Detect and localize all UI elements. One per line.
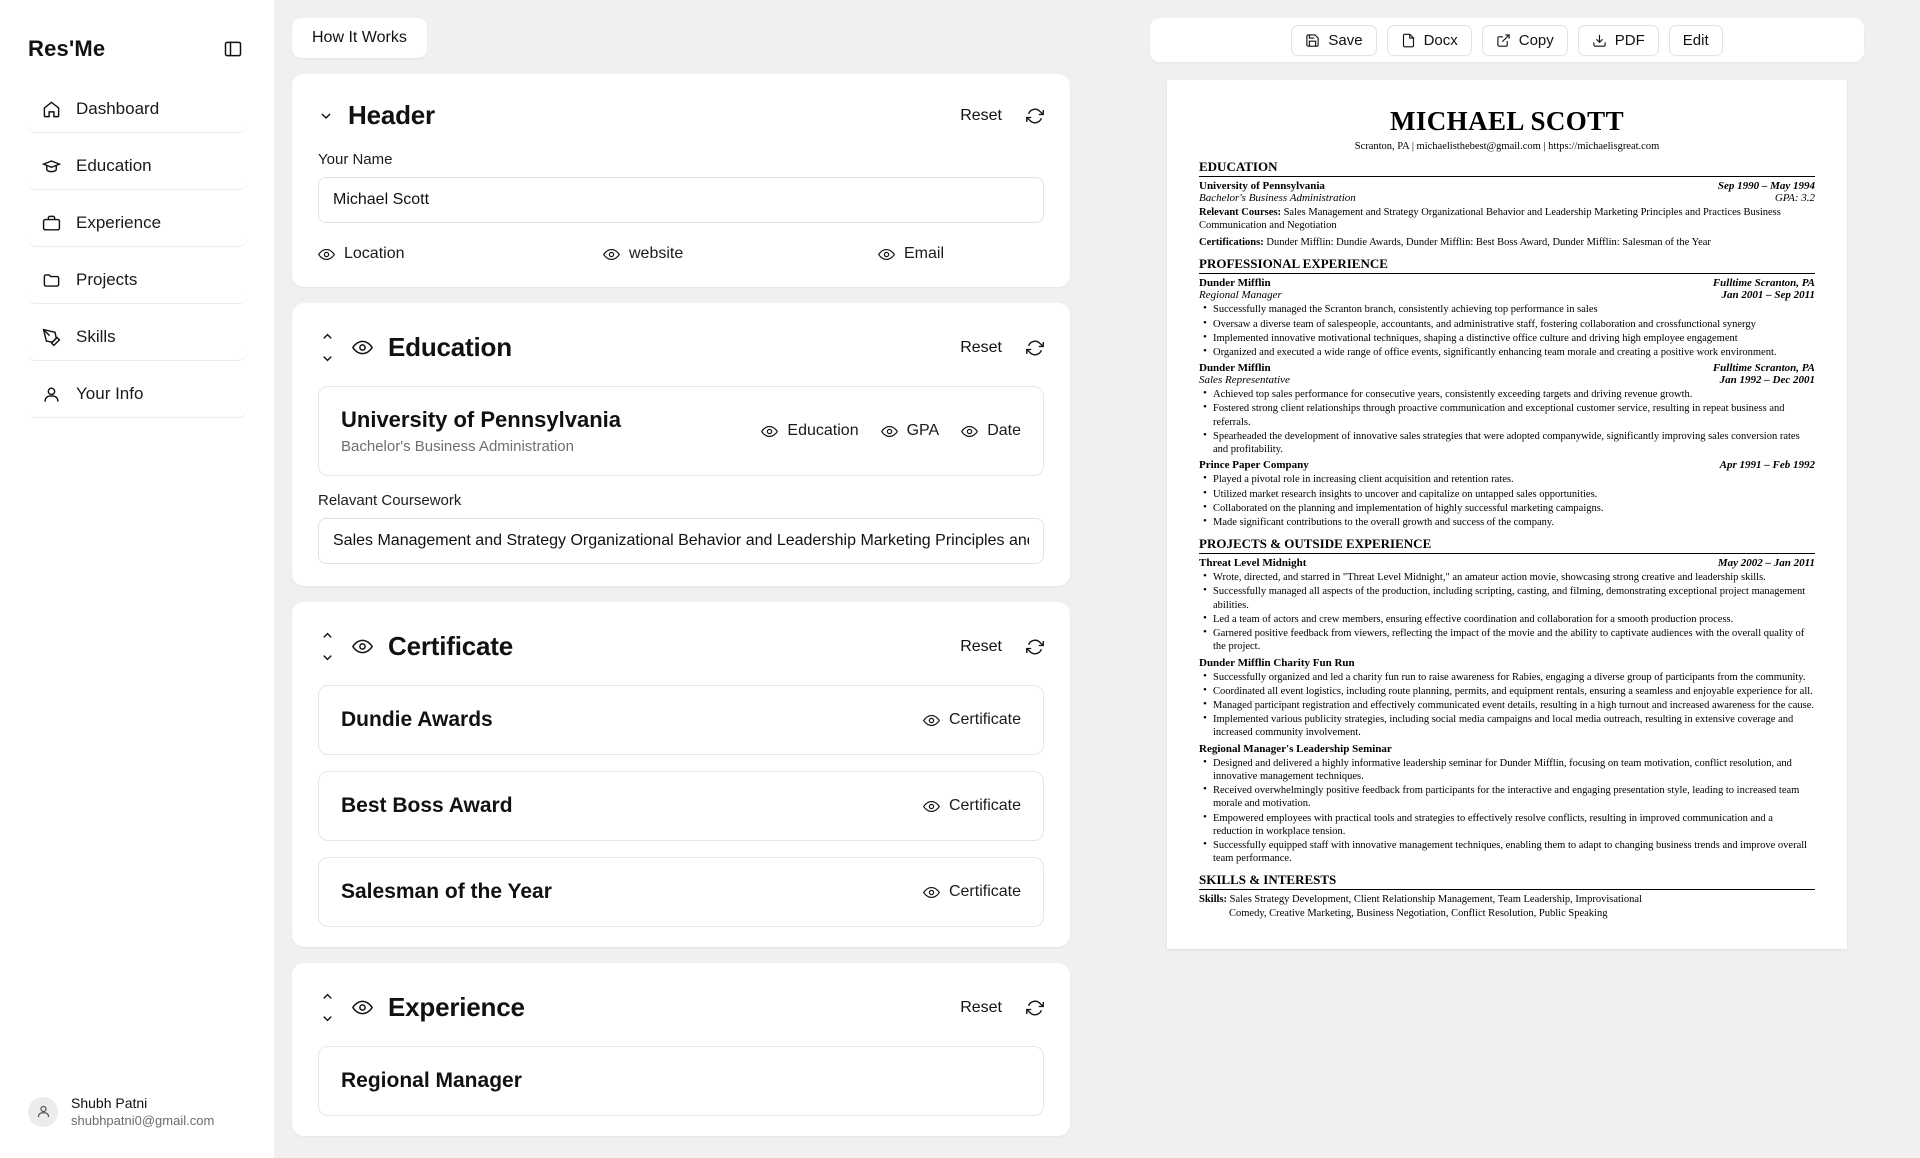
toggle-label: Education (787, 422, 859, 439)
how-it-works-button[interactable]: How It Works (292, 18, 427, 58)
editor-panel (274, 0, 1094, 1158)
experience-item (1199, 459, 1815, 529)
experience-org: Prince Paper Company (1199, 459, 1309, 472)
experience-location: Fulltime Scranton, PA (1712, 362, 1815, 375)
visibility-eye-icon[interactable] (350, 336, 374, 360)
certificate-entry[interactable] (318, 685, 1044, 755)
experience-role: Regional Manager (1199, 289, 1282, 302)
toggle-website[interactable] (603, 245, 878, 263)
copy-button[interactable] (1482, 25, 1568, 56)
bullet: • Collaborated on the planning and implementation of highly successful marketing campaigns. (1199, 502, 1815, 515)
resume-document (1167, 80, 1847, 949)
section-header-row (292, 963, 1070, 1046)
education-entry[interactable] (318, 386, 1044, 476)
bullet: • Made significant contributions to the overall growth and success of the company. (1199, 516, 1815, 529)
certificate-entry[interactable] (318, 771, 1044, 841)
sidebar-item-label: Projects (76, 270, 138, 289)
refresh-icon[interactable] (1026, 999, 1044, 1017)
save-icon (1305, 33, 1320, 48)
section-card-certificate (292, 602, 1070, 947)
toggle-label: Date (987, 422, 1021, 439)
reset-button[interactable]: Reset (960, 338, 1002, 356)
visibility-eye-icon[interactable] (350, 996, 374, 1020)
reset-button[interactable]: Reset (960, 998, 1002, 1016)
resume-contact: Scranton, PA | michaelisthebest@gmail.com | https://michaelisgreat.com (1354, 141, 1660, 152)
experience-dates: Jan 1992 – Dec 2001 (1719, 374, 1815, 387)
experience-role: Regional Manager (341, 1069, 522, 1092)
education-degree: Bachelor's Business Administration (1199, 192, 1356, 204)
chevron-down-icon[interactable] (318, 108, 334, 124)
section-title: Header (348, 100, 435, 130)
button-label: Save (1328, 31, 1363, 49)
resume-section-heading-projects: PROJECTS & OUTSIDE EXPERIENCE (1199, 536, 1815, 554)
skills-line-1: Sales Strategy Development, Client Relationship Management, Team Leadership, Improvisational (1227, 894, 1642, 906)
bullet: • Managed participant registration and effectively communicated event details, resulting in a high turnout and increased awareness for the cause. (1199, 699, 1815, 712)
sidebar-item-label: Skills (76, 327, 116, 346)
sidebar-item-experience[interactable] (26, 200, 248, 247)
education-certifications (1199, 236, 1815, 249)
bullet: • Received overwhelmingly positive feedback from participants for the interactive and engaging presentation style, leading to increased team morale and motivation. (1199, 784, 1815, 810)
pdf-button[interactable] (1578, 25, 1659, 56)
download-icon (1592, 33, 1607, 48)
bullet: • Empowered employees with practical tools and strategies to effectively resolve conflicts, resulting in improved communication and a reduction in workplace tension. (1199, 812, 1815, 838)
chevron-up-icon[interactable] (320, 329, 335, 344)
user-name: Shubh Patni (71, 1094, 148, 1111)
save-button[interactable] (1291, 25, 1376, 56)
section-header-row (292, 303, 1070, 386)
education-school: University of Pennsylvania (341, 407, 621, 432)
experience-org: Dunder Mifflin (1199, 277, 1271, 290)
project-bullets (1199, 671, 1815, 740)
sidebar-header (0, 0, 274, 82)
toggle-certificate[interactable] (923, 711, 1021, 729)
experience-entry[interactable] (318, 1046, 1044, 1116)
education-row-2 (1199, 192, 1815, 204)
experience-org: Dunder Mifflin (1199, 362, 1271, 375)
toggle-email[interactable] (878, 245, 944, 263)
toggle-education[interactable] (761, 422, 858, 440)
bullet: • Implemented various publicity strategies, including social media campaigns and local media outreach, resulting in extensive coverage and increased community involvement. (1199, 713, 1815, 739)
education-row (1199, 180, 1815, 192)
toggle-gpa[interactable] (881, 422, 940, 440)
reset-button[interactable]: Reset (960, 106, 1002, 124)
sidebar-item-label: Experience (76, 213, 162, 232)
certificate-entry[interactable] (318, 857, 1044, 927)
docx-button[interactable] (1387, 25, 1472, 56)
sidebar-nav (0, 82, 274, 418)
refresh-icon[interactable] (1026, 339, 1044, 357)
reorder-controls (318, 628, 336, 665)
section-title: Experience (388, 992, 525, 1022)
sidebar-item-skills[interactable] (26, 314, 248, 361)
chevron-up-icon[interactable] (320, 628, 335, 643)
experience-bullets (1199, 303, 1815, 359)
section-title: Education (388, 332, 512, 362)
bullet: • Organized and executed a wide range of office events, significantly enhancing team morale and creating a positive work environment. (1199, 346, 1815, 359)
reorder-controls (318, 989, 336, 1026)
folder-icon (40, 269, 62, 291)
chevron-down-icon[interactable] (320, 650, 335, 665)
panel-toggle-icon[interactable] (220, 36, 246, 62)
coursework-field-block (292, 492, 1070, 582)
sidebar-item-dashboard[interactable] (26, 86, 248, 133)
sidebar-item-education[interactable] (26, 143, 248, 190)
refresh-icon[interactable] (1026, 638, 1044, 656)
coursework-label: Relavant Coursework (318, 492, 462, 509)
experience-dates: Jan 2001 – Sep 2011 (1721, 289, 1815, 302)
bullet: • Utilized market research insights to uncover and capitalize on untapped sales opportunities. (1199, 488, 1815, 501)
sidebar (0, 0, 274, 1158)
button-label: Copy (1518, 31, 1554, 49)
section-card-education (292, 303, 1070, 586)
project-item (1199, 743, 1815, 866)
bullet: • Implemented innovative motivational techniques, shaping a distinctive office culture and driving high employee engagement (1199, 332, 1815, 345)
toggle-label: Certificate (948, 711, 1021, 728)
reset-button[interactable]: Reset (960, 637, 1002, 655)
certs-label: Certifications: (1199, 237, 1264, 249)
courses-label: Relevant Courses: (1199, 207, 1281, 218)
bullet: • Successfully equipped staff with innovative management techniques, enabling them to adapt to changing business trends and improve overall team performance. (1199, 839, 1815, 865)
toggle-date[interactable] (961, 422, 1021, 440)
experience-role: Sales Representative (1199, 374, 1290, 387)
section-card-header (292, 74, 1070, 287)
name-input[interactable] (318, 177, 1044, 223)
graduation-cap-icon (40, 155, 62, 177)
visibility-eye-icon[interactable] (350, 635, 374, 659)
chevron-up-icon[interactable] (320, 989, 335, 1004)
education-degree: Bachelor's Business Administration (341, 438, 574, 455)
bullet: • Successfully managed the Scranton branch, consistently achieving top performance in sales (1199, 303, 1815, 316)
project-dates: May 2002 – Jan 2011 (1717, 557, 1815, 570)
header-toggle-row (292, 241, 1070, 283)
sidebar-item-label: Education (76, 156, 152, 175)
external-link-icon (1496, 33, 1511, 48)
sidebar-item-label: Dashboard (76, 99, 160, 118)
bullet: • Designed and delivered a highly informative leadership seminar for Dunder Mifflin, focusing on team motivation, conflict resolution, and innovative management techniques. (1199, 757, 1815, 783)
education-courses (1199, 206, 1815, 232)
button-label: Edit (1682, 31, 1709, 49)
experience-location: Fulltime Scranton, PA (1712, 277, 1815, 290)
sidebar-item-your-info[interactable] (26, 371, 248, 418)
bullet: • Spearheaded the development of innovative sales strategies that were adopted companywide, significantly improving sales conversion rates and profitability. (1199, 430, 1815, 456)
certificate-name: Dundie Awards (341, 708, 493, 731)
project-item (1199, 657, 1815, 740)
bullet: • Successfully managed all aspects of the production, including scripting, casting, and filming, demonstrating exceptional project management abilities. (1199, 585, 1815, 611)
app-brand: Res'Me (28, 36, 106, 61)
toggle-certificate[interactable] (923, 883, 1021, 901)
toggle-label: Location (344, 245, 405, 262)
user-icon (40, 383, 62, 405)
coursework-input[interactable] (318, 518, 1044, 564)
certs-value: Dunder Mifflin: Dundie Awards, Dunder Mifflin: Best Boss Award, Dunder Mifflin: Salesman of the Year (1263, 237, 1711, 249)
bullet: • Led a team of actors and crew members, ensuring effective coordination and collaboration for a smooth production process. (1199, 613, 1815, 626)
chevron-down-icon[interactable] (320, 351, 335, 366)
courses-value: Sales Management and Strategy Organizational Behavior and Leadership Marketing Principles and Practices Business Communication and Negotiation (1199, 207, 1781, 232)
bullet: • Oversaw a diverse team of salespeople, accountants, and administrative staff, fostering collaboration and crossfunctional synergy (1199, 318, 1815, 331)
file-icon (1401, 33, 1416, 48)
briefcase-icon (40, 212, 62, 234)
experience-item (1199, 277, 1815, 359)
toggle-label: Certificate (948, 883, 1021, 900)
education-dates: Sep 1990 – May 1994 (1717, 180, 1815, 192)
bullet: • Achieved top sales performance for consecutive years, consistently exceeding targets and driving revenue growth. (1199, 388, 1815, 401)
user-email: shubhpatni0@gmail.com (71, 1113, 215, 1129)
project-title: Threat Level Midnight (1199, 557, 1307, 570)
experience-bullets (1199, 388, 1815, 456)
refresh-icon[interactable] (1026, 107, 1044, 125)
project-bullets (1199, 757, 1815, 866)
resume-name: MICHAEL SCOTT (1389, 106, 1624, 136)
skills-block (1199, 893, 1815, 920)
bullet: • Coordinated all event logistics, including route planning, permits, and equipment rentals, ensuring a seamless and enjoyable experience for all. (1199, 685, 1815, 698)
project-title: Dunder Mifflin Charity Fun Run (1199, 656, 1355, 669)
project-title: Regional Manager's Leadership Seminar (1199, 742, 1392, 755)
resume-section-heading-skills: SKILLS & INTERESTS (1199, 872, 1815, 890)
resume-section-heading-experience: PROFESSIONAL EXPERIENCE (1199, 256, 1815, 274)
section-header-row (292, 74, 1070, 151)
reorder-controls (318, 329, 336, 366)
sidebar-user-profile[interactable] (0, 1072, 274, 1158)
edit-button[interactable] (1669, 25, 1723, 56)
certificate-name: Best Boss Award (341, 794, 513, 817)
home-icon (40, 98, 62, 120)
toggle-location[interactable] (318, 245, 603, 263)
section-card-experience (292, 963, 1070, 1136)
skills-line-2: Comedy, Creative Marketing, Business Negotiation, Conflict Resolution, Public Speaking (1229, 908, 1608, 920)
bullet: • Successfully organized and led a charity fun run to raise awareness for Rabies, engaging a diverse group of participants from the community. (1199, 671, 1815, 684)
skills-label: Skills: (1199, 894, 1228, 906)
bullet: • Played a pivotal role in increasing client acquisition and retention rates. (1199, 473, 1815, 486)
project-item (1199, 557, 1815, 653)
button-label: PDF (1614, 31, 1645, 49)
section-header-row (292, 602, 1070, 685)
experience-bullets (1199, 473, 1815, 529)
certificate-name: Salesman of the Year (341, 880, 552, 903)
toggle-label: Certificate (948, 797, 1021, 814)
bullet: • Wrote, directed, and starred in "Threat Level Midnight," an amateur action movie, showcasing strong creative and leadership skills. (1199, 571, 1815, 584)
preview-toolbar (1150, 18, 1864, 62)
toggle-label: GPA (906, 422, 940, 439)
bullet: • Garnered positive feedback from viewers, reflecting the impact of the movie and the ability to captivate audiences with the overall quality of the project. (1199, 627, 1815, 653)
education-gpa: GPA: 3.2 (1774, 192, 1815, 204)
project-bullets (1199, 571, 1815, 653)
bullet: • Fostered strong client relationships through proactive communication and exceptional customer service, resulting in repeat business and referrals. (1199, 402, 1815, 428)
resume-section-heading-education: EDUCATION (1199, 159, 1815, 177)
name-field-label: Your Name (318, 151, 393, 168)
sidebar-item-projects[interactable] (26, 257, 248, 304)
avatar (28, 1097, 58, 1127)
toggle-label: website (629, 245, 684, 262)
toggle-certificate[interactable] (923, 797, 1021, 815)
sidebar-item-label: Your Info (76, 384, 144, 403)
toggle-label: Email (904, 245, 945, 262)
section-title: Certificate (388, 631, 513, 661)
experience-item (1199, 362, 1815, 456)
resume-preview-panel (1094, 0, 1920, 1158)
experience-dates: Apr 1991 – Feb 1992 (1719, 459, 1815, 472)
chevron-down-icon[interactable] (320, 1011, 335, 1026)
education-school: University of Pennsylvania (1199, 180, 1325, 192)
name-field-block (292, 151, 1070, 241)
button-label: Docx (1423, 31, 1458, 49)
pen-tool-icon (40, 326, 62, 348)
